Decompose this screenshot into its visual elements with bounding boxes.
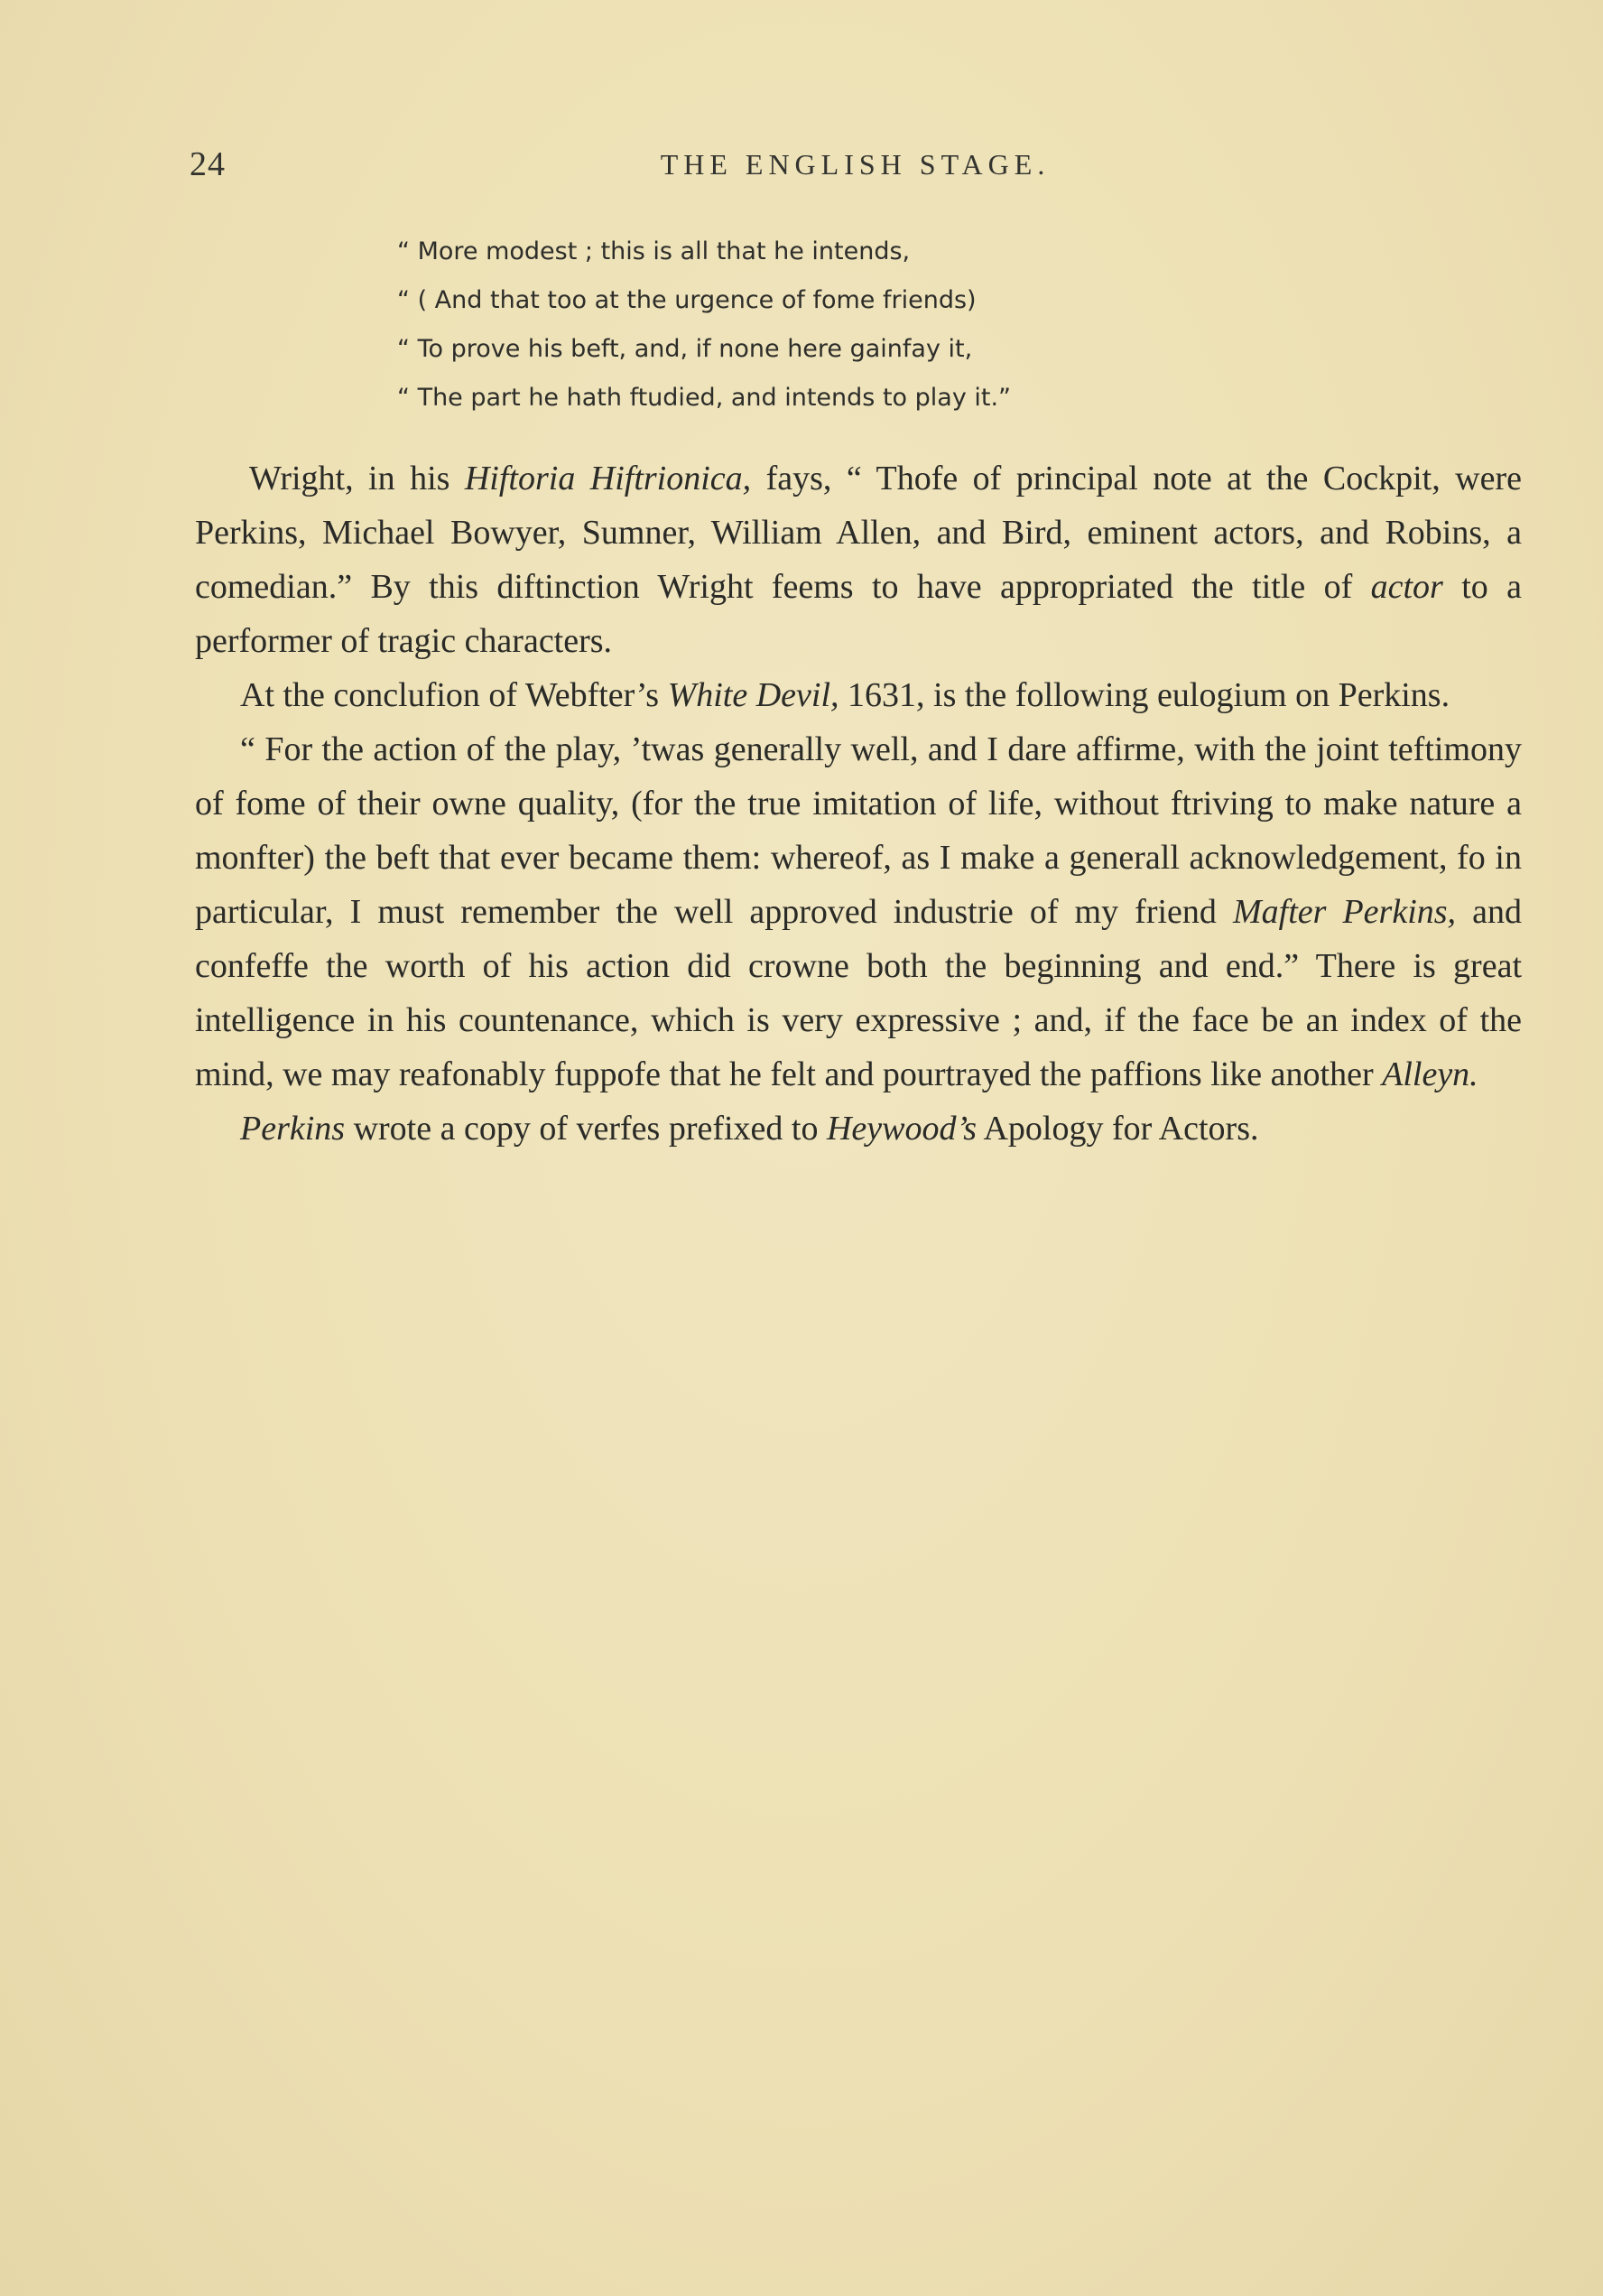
paragraph-wright — [195, 451, 1522, 668]
text-run: 1631, is the following eulogium on Perkins. — [839, 676, 1450, 714]
paragraph-quotation — [195, 722, 1522, 1102]
text-run: to a performer of tragic characters. — [195, 568, 1522, 660]
paragraph-perkins-verses — [195, 1102, 1522, 1156]
verse-line: “ To prove his beft, and, if none here gainfay it, — [397, 335, 973, 363]
running-head — [190, 144, 1521, 199]
italic-word: actor — [1370, 568, 1443, 606]
verse-quotation — [397, 228, 1011, 423]
italic-title: Hiftoria Hiftrionica, — [464, 460, 752, 497]
italic-title: White Devil, — [667, 676, 839, 714]
text-run: fays, “ Thofe of principal note at the Cockpit, were Perkins, Michael Bowyer, Sumner, William Allen, and Bird, eminent actors, and Robins, a comedian.” By this diftinction Wright feems to have appropriated the title of — [195, 460, 1522, 606]
text-run: “ For the action of the play, ’twas generally well, and I dare affirme, with the joint teftimony of fome of their owne quality, (for the true imitation of life, without ftriving to make nature a monfter) the beft that ever became them: whereof, as I make a generall acknowledgement, fo in particular, I must remember the well approved industrie of my friend — [195, 730, 1522, 931]
running-title: THE ENGLISH STAGE. — [660, 148, 1051, 181]
italic-name: Mafter Perkins, — [1232, 893, 1457, 931]
text-run: Wright, in his — [249, 460, 465, 497]
body-text — [195, 451, 1522, 1156]
page-number: 24 — [190, 145, 226, 183]
text-run: and confeffe the worth of his action did crowne both the beginning and end.” There is great intelligence in his countenance, which is very expressive ; and, if the face be an index of the mind, we may reafonably fuppofe that he felt and pourtrayed the paffions like another — [195, 893, 1522, 1093]
italic-name: Perkins — [240, 1110, 346, 1148]
verse-line: “ The part he hath ftudied, and intends to play it.” — [397, 384, 1012, 412]
italic-name: Heywood’s — [826, 1110, 978, 1148]
italic-name: Alleyn. — [1382, 1055, 1478, 1093]
verse-line: “ ( And that too at the urgence of fome friends) — [397, 286, 977, 314]
text-run: At the conclufion of Webfter’s — [240, 676, 668, 714]
paragraph-white-devil — [195, 668, 1522, 722]
verse-line: “ More modest ; this is all that he intends, — [397, 237, 911, 265]
text-run: Apology for Actors. — [977, 1110, 1259, 1148]
text-run: wrote a copy of verfes prefixed to — [345, 1110, 827, 1148]
